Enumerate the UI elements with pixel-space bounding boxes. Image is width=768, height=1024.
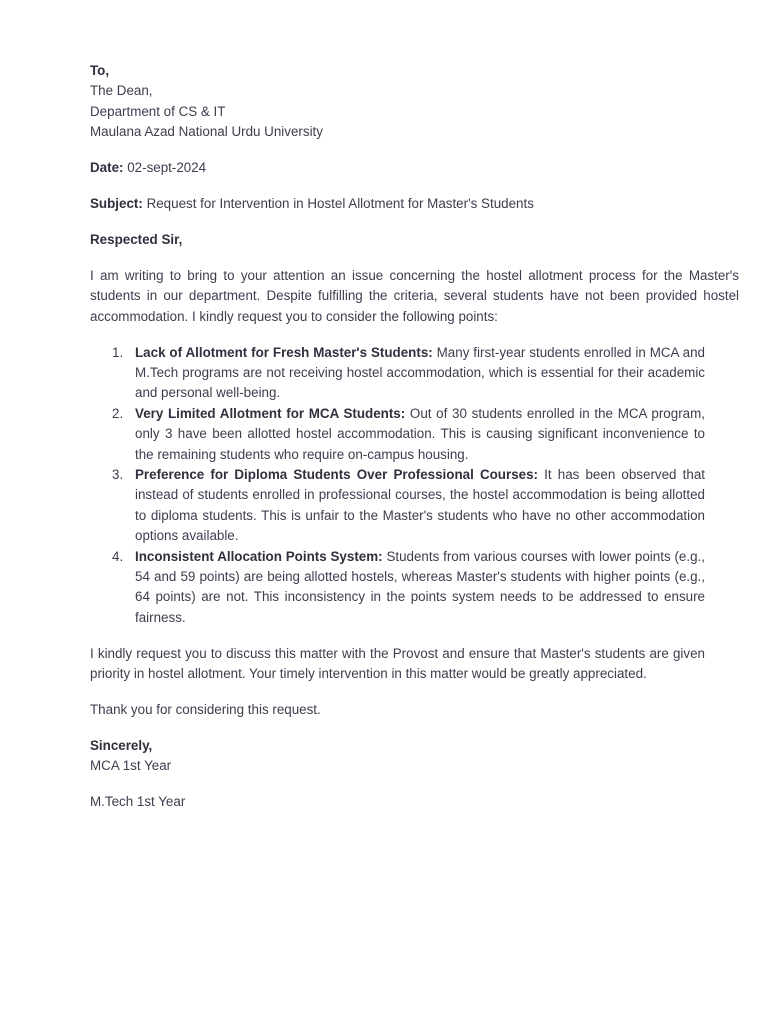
list-item-title: Preference for Diploma Students Over Professional Courses: — [135, 467, 538, 482]
recipient-block — [90, 61, 739, 143]
signatory-mtech: M.Tech 1st Year — [90, 794, 186, 810]
subject-line — [90, 194, 739, 214]
salutation: Respected Sir, — [90, 231, 183, 247]
list-item — [90, 343, 705, 404]
recipient-department: Department of CS & IT — [90, 103, 226, 119]
date-label: Date: — [90, 160, 124, 176]
thanks-line: Thank you for considering this request. — [90, 702, 321, 718]
letter-body — [90, 61, 739, 813]
subject-label: Subject: — [90, 196, 143, 212]
to-label: To, — [90, 63, 110, 78]
list-item-title: Very Limited Allotment for MCA Students: — [135, 405, 406, 421]
signatory-mca: MCA 1st Year — [90, 758, 172, 774]
list-item-number: 2. — [112, 405, 124, 421]
list-item-text: Students from various courses with lower points (e.g., 54 and 59 points) are being allotted hostels, whereas Master's students with higher points (e.g., 64 points) are not. This inconsistency in the points system needs to be addressed to ensure fairness. — [135, 548, 705, 625]
signature-block — [90, 736, 739, 777]
intro-paragraph: I am writing to bring to your attention an issue concerning the hostel allotment process for the Master's students in our department. Despite fulfilling the criteria, several students have not been provided hostel accommodation. I kindly request you to consider the following points: — [90, 267, 739, 324]
points-list — [90, 343, 705, 629]
closing-request-paragraph: I kindly request you to discuss this matter with the Provost and ensure that Master's students are given priority in hostel allotment. Your timely intervention in this matter would be greatly appreciated. — [90, 645, 705, 682]
list-item-number: 1. — [112, 344, 124, 360]
recipient-title: The Dean, — [90, 83, 153, 99]
list-item-title: Inconsistent Allocation Points System: — [135, 548, 383, 564]
date-line — [90, 158, 739, 178]
list-item-text: Many first-year students enrolled in MCA and M.Tech programs are not receiving hostel accommodation, which is essential for their academic and personal well-being. — [135, 344, 705, 401]
sign-off: Sincerely, — [90, 737, 153, 753]
recipient-university: Maulana Azad National Urdu University — [90, 124, 323, 140]
list-item — [90, 547, 705, 629]
list-item — [90, 465, 705, 547]
list-item-number: 3. — [112, 467, 124, 482]
subject-value: Request for Intervention in Hostel Allotment for Master's Students — [146, 196, 534, 212]
date-value: 02-sept-2024 — [127, 160, 207, 176]
list-item-title: Lack of Allotment for Fresh Master's Students: — [135, 344, 433, 360]
list-item-text: It has been observed that instead of students enrolled in professional courses, the hostel accommodation is being allotted to diploma students. This is unfair to the Master's students who have no other accommodation options available. — [135, 467, 705, 544]
list-item-number: 4. — [112, 548, 124, 564]
list-item — [90, 404, 705, 465]
list-item-text: Out of 30 students enrolled in the MCA program, only 3 have been allotted hostel accommodation. This is causing significant inconvenience to the remaining students who require on-campus housing. — [135, 405, 705, 462]
